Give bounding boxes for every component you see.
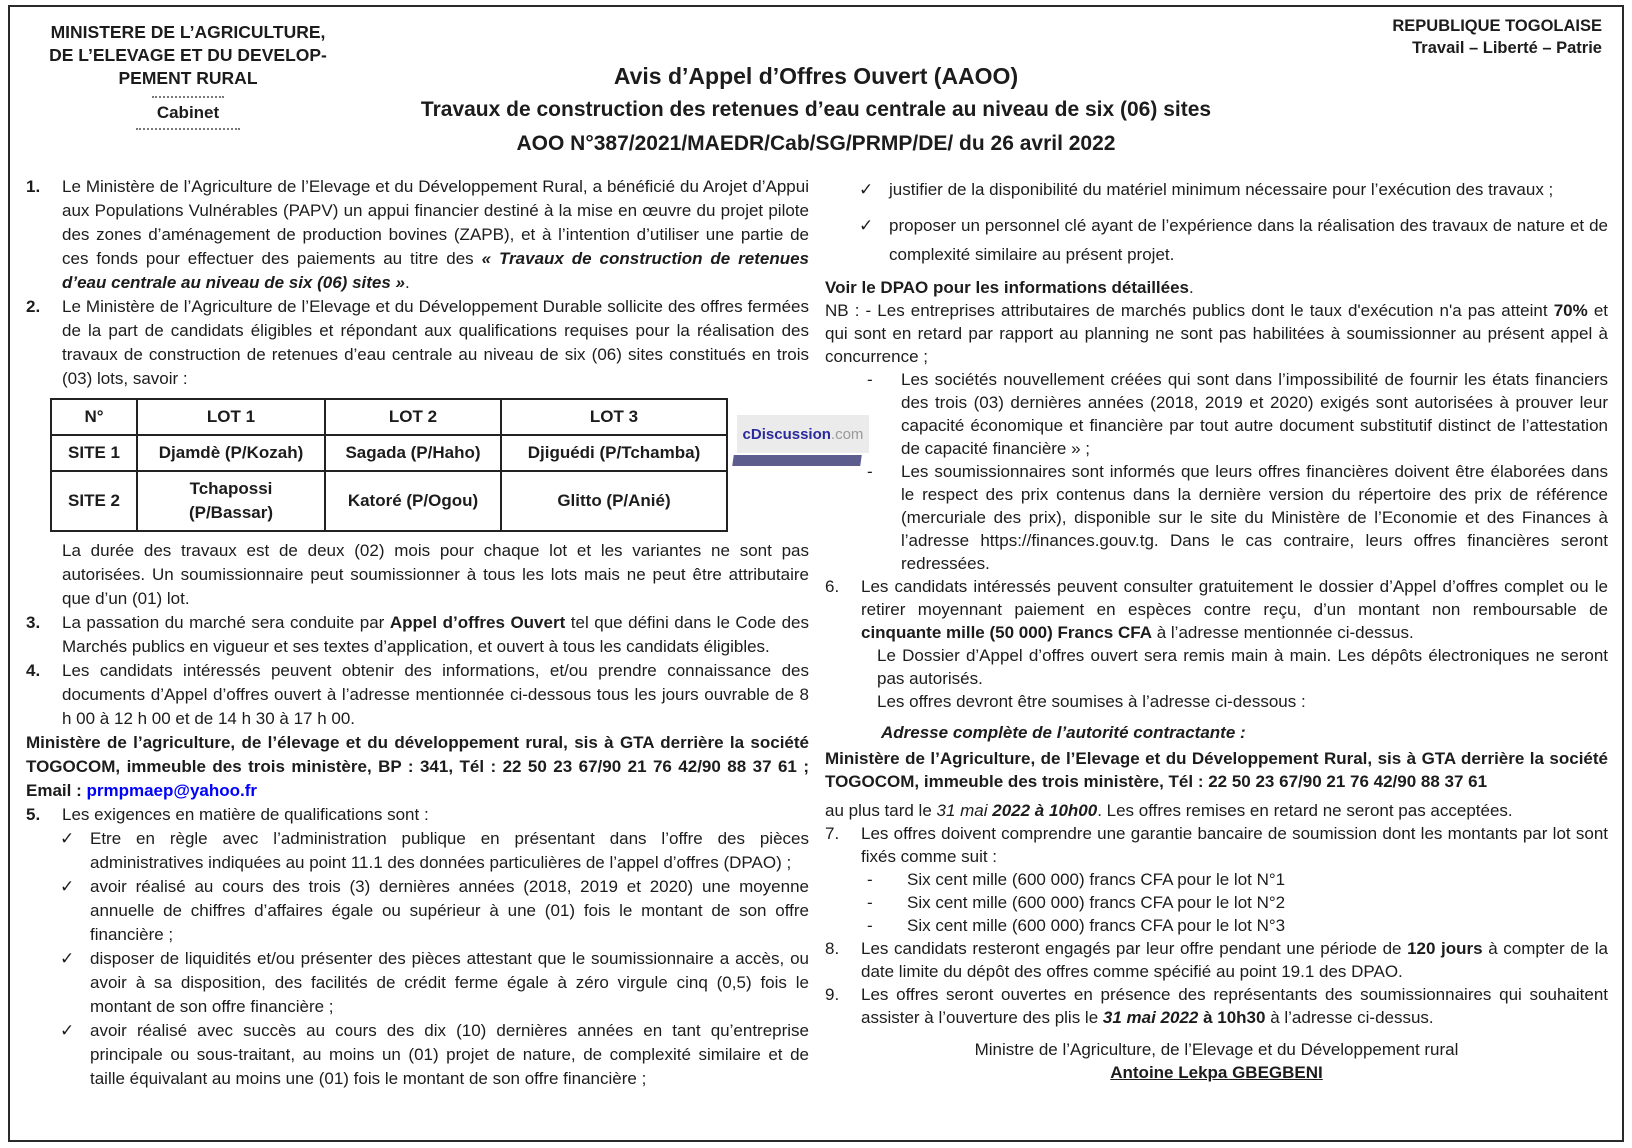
- qualification-item: [859, 175, 1608, 204]
- ministry-line: DE L’ELEVAGE ET DU DEVELOP-: [49, 45, 327, 65]
- table-row: [51, 435, 727, 471]
- item-number: 6.: [825, 577, 840, 596]
- paragraph: Les candidats resteront engagés par leur offre pendant une période de 120 jours à compter de la date limite du dépôt des offres comme spécifié au point 19.1 des DPAO.: [861, 939, 1609, 981]
- right-column: [825, 175, 1608, 1091]
- dash-icon: -: [867, 370, 873, 389]
- lots-table-cell: Djamdè (P/Kozah): [137, 435, 325, 471]
- lots-table-cell: Sagada (P/Haho): [325, 435, 501, 471]
- guarantee-item: [867, 891, 1608, 914]
- dotted-divider: [136, 128, 240, 130]
- checkmark-icon: ✓: [859, 180, 874, 199]
- numbered-item-9: [825, 983, 1608, 1029]
- nb-note: NB : - Les entreprises attributaires de marchés publics dont le taux d'exécution n'a pas atteint 70% et qui sont en retard par rapport au planning ne sont pas habilitées à soumissionner au présent appel à concurrence ;: [825, 301, 1608, 366]
- watermark-logo: [737, 415, 869, 453]
- checkmark-icon: ✓: [60, 829, 75, 848]
- nb-sub-item: [867, 460, 1608, 575]
- left-column: [26, 175, 809, 1091]
- dotted-divider: [152, 96, 224, 98]
- qualification-text: avoir réalisé avec succès au cours des dix (10) dernières années en tant qu’entreprise principale ou sous-traitant, au moins un (01) projet de nature, de complexité similaire et de taille équivalant au moins une (01) fois le montant de son offre financière ;: [90, 1021, 809, 1088]
- paragraph: Les exigences en matière de qualifications sont :: [62, 805, 429, 824]
- republic-block: [1392, 15, 1602, 59]
- checkmark-icon: ✓: [60, 949, 75, 968]
- ministry-line: MINISTERE DE L’AGRICULTURE,: [50, 22, 326, 42]
- tender-reference: AOO N°387/2021/MAEDR/Cab/SG/PRMP/DE/ du 26 avril 2022: [516, 132, 1116, 155]
- guarantee-text: Six cent mille (600 000) francs CFA pour le lot N°2: [907, 893, 1286, 912]
- qualification-item: [60, 827, 809, 875]
- nb-sub-text: Les soumissionnaires sont informés que leurs offres financières doivent être élaborées dans le respect des prix contenus dans la dernière version du répertoire des prix de référence (mercuriale des prix), disponible sur le site du Ministère de l’Economie et des Finances à l’adresse https://finances.gouv.tg. Dans le cas contraire, leurs offres financières seront redressées.: [901, 462, 1608, 573]
- paragraph: La passation du marché sera conduite par Appel d’offres Ouvert tel que défini dans le Code des Marchés publics en vigueur et ses textes d’application, et ouvert à tous les candidats éligibles.: [62, 613, 809, 656]
- qualification-item: [60, 947, 809, 1019]
- item-number: 4.: [26, 661, 41, 680]
- watermark-bar: [732, 455, 862, 466]
- dash-icon: -: [867, 893, 873, 912]
- document-header: [10, 7, 1622, 175]
- lots-table-header-cell: LOT 3: [501, 399, 727, 435]
- numbered-item-3: [26, 611, 809, 659]
- qualification-text: justifier de la disponibilité du matériel minimum nécessaire pour l’exécution des travaux ;: [889, 180, 1554, 199]
- paragraph: Les offres devront être soumises à l’adresse ci-dessous :: [877, 692, 1306, 711]
- email-link[interactable]: prmpmaep@yahoo.fr: [86, 781, 258, 800]
- paragraph: Le Ministère de l’Agriculture de l’Elevage et du Développement Rural, a bénéficié du Arojet d’Appui aux Populations Vulnérables (PAPV) un appui financier destiné à la mise en œuvre du projet pilote des zones d’aménagement de production bovines (ZAPB), et à l’intention d’utiliser une partie de ces fonds pour effectuer des paiements au titre des « Travaux de construction de retenues d’eau centrale au niveau de six (06) sites ».: [62, 177, 809, 292]
- qualification-text: avoir réalisé au cours des trois (3) dernières années (2018, 2019 et 2020) une moyenne annuelle de chiffres d’affaires égale ou supérieur à une (01) fois le montant de son offre financière ;: [90, 877, 809, 944]
- cabinet-label: Cabinet: [156, 103, 220, 122]
- nb-sub-text: Les sociétés nouvellement créées qui sont dans l’impossibilité de fournir les états financiers des trois (03) dernières années (2018, 2019 et 2020) exigés sont autorisées à prouver leur capacité économique et financière par tout autre document substitutif distinct de l’attestation de capacité financière » ;: [901, 370, 1608, 458]
- checkmark-icon: ✓: [859, 216, 874, 235]
- watermark-tld-text: .com: [830, 425, 864, 443]
- contracting-authority-address: Ministère de l’Agriculture, de l’Elevage et du Développement Rural, sis à GTA derrière la société TOGOCOM, immeuble des trois ministère, Tél : 22 50 23 67/90 21 76 42/90 88 37 61: [825, 749, 1608, 791]
- paragraph: Les candidats intéressés peuvent consulter gratuitement le dossier d’Appel d’offres complet ou le retirer moyennant paiement en espèces contre reçu, d’un montant non remboursable de cinquante mille (50 000) Francs CFA à l’adresse mentionnée ci-dessus.: [861, 577, 1608, 642]
- lots-table-cell: Glitto (P/Anié): [501, 471, 727, 531]
- item-number: 7.: [825, 824, 840, 843]
- checkmark-icon: ✓: [60, 1021, 75, 1040]
- paragraph: Le Ministère de l’Agriculture de l’Elevage et du Développement Durable sollicite des offres fermées de la part de candidats éligibles et répondant aux qualifications requises pour la réalisation des travaux de construction de retenues d’eau centrale au niveau de six (06) sites constitués en trois (03) lots, savoir :: [62, 297, 809, 388]
- contracting-authority-address: [26, 731, 809, 803]
- lots-table-header-cell: LOT 2: [325, 399, 501, 435]
- lots-table-header-cell: LOT 1: [137, 399, 325, 435]
- item-number: 3.: [26, 613, 41, 632]
- qualification-item: [60, 875, 809, 947]
- signatory-title: Ministre de l’Agriculture, de l’Elevage et du Développement rural: [974, 1040, 1459, 1059]
- qualification-text: Etre en règle avec l’administration publique en présentant dans l’offre des pièces administratives indiquées au point 11.1 des données particulières de l’appel d’offres (DPAO) ;: [90, 829, 809, 872]
- lots-table-cell: SITE 1: [51, 435, 137, 471]
- republic-title: REPUBLIQUE TOGOLAISE: [1392, 17, 1602, 35]
- lots-table-cell: Katoré (P/Ogou): [325, 471, 501, 531]
- paragraph: La durée des travaux est de deux (02) mois pour chaque lot et les variantes ne sont pas autorisées. Un soumissionnaire peut soumissionner à tous les lots mais ne peut être attributaire que d’un (01) lot.: [62, 541, 809, 608]
- numbered-item-4: [26, 659, 809, 731]
- numbered-item-7: [825, 822, 1608, 868]
- item-number: 1.: [26, 177, 41, 196]
- dash-icon: -: [867, 916, 873, 935]
- guarantee-text: Six cent mille (600 000) francs CFA pour le lot N°1: [907, 870, 1286, 889]
- paragraph: Le Dossier d’Appel d’offres ouvert sera remis main à main. Les dépôts électroniques ne seront pas autorisés.: [877, 646, 1608, 688]
- cdiscussion-watermark: [737, 415, 869, 466]
- qualification-item: [60, 1019, 809, 1091]
- paragraph: Les offres seront ouvertes en présence des représentants des soumissionnaires qui souhaitent assister à l’ouverture des plis le 31 mai 2022 à 10h30 à l’adresse ci-dessus.: [861, 985, 1608, 1027]
- document-title-block: [340, 59, 1292, 161]
- numbered-item-2: [26, 295, 809, 391]
- item-number: 8.: [825, 939, 840, 958]
- address-heading: Adresse complète de l’autorité contractante :: [881, 723, 1246, 742]
- ministry-block: [32, 21, 344, 133]
- item-number: 9.: [825, 985, 840, 1004]
- guarantee-item: [867, 914, 1608, 937]
- numbered-item-5: [26, 803, 809, 827]
- watermark-brand-text: cDiscussion: [742, 425, 831, 443]
- nb-sub-item: [867, 368, 1608, 460]
- dash-icon: -: [867, 462, 873, 481]
- item-number: 2.: [26, 297, 41, 316]
- qualification-item: [859, 211, 1608, 269]
- paragraph: Les offres doivent comprendre une garantie bancaire de soumission dont les montants par lot sont fixés comme suit :: [861, 824, 1608, 866]
- lots-table-cell: Djiguédi (P/Tchamba): [501, 435, 727, 471]
- lots-table-cell: SITE 2: [51, 471, 137, 531]
- page-subtitle: Travaux de construction des retenues d’eau centrale au niveau de six (06) sites: [420, 98, 1212, 121]
- document-body: [10, 175, 1622, 1091]
- signatory-name: Antoine Lekpa GBEGBENI: [1110, 1063, 1323, 1082]
- ministry-line: PEMENT RURAL: [118, 68, 258, 88]
- guarantee-item: [867, 868, 1608, 891]
- page-title: Avis d’Appel d’Offres Ouvert (AAOO): [613, 63, 1019, 89]
- numbered-item-1: [26, 175, 809, 295]
- guarantee-text: Six cent mille (600 000) francs CFA pour le lot N°3: [907, 916, 1286, 935]
- see-dpao-note: Voir le DPAO pour les informations détaillées.: [825, 278, 1194, 297]
- table-row: [51, 471, 727, 531]
- numbered-item-6: [825, 575, 1608, 644]
- numbered-item-8: [825, 937, 1608, 983]
- qualification-text: disposer de liquidités et/ou présenter des pièces attestant que le soumissionnaire a accès, ou avoir à sa disposition, des facilités de crédit ferme égale à zéro virgule cinq (0,5) fois le montant de son offre financière ;: [90, 949, 809, 1016]
- dash-icon: -: [867, 870, 873, 889]
- item-number: 5.: [26, 805, 41, 824]
- lots-table-header-cell: N°: [51, 399, 137, 435]
- paragraph: Les candidats intéressés peuvent obtenir des informations, et/ou prendre connaissance des documents d’Appel d’offres ouvert à l’adresse mentionnée ci-dessous tous les jours ouvrable de 8 h 00 à 12 h 00 et de 14 h 30 à 17 h 00.: [62, 661, 809, 728]
- republic-motto: Travail – Liberté – Patrie: [1412, 39, 1602, 57]
- lots-table-cell: Tchapossi (P/Bassar): [137, 471, 325, 531]
- submission-deadline: au plus tard le 31 mai 2022 à 10h00. Les offres remises en retard ne seront pas acceptées.: [825, 801, 1513, 820]
- checkmark-icon: ✓: [60, 877, 75, 896]
- address-text: Ministère de l’agriculture, de l’élevage et du développement rural, sis à GTA derrière la société TOGOCOM, immeuble des trois ministère, BP : 341, Tél : 22 50 23 67/90 21 76 42/90 88 37 61 ; Email :: [26, 733, 809, 800]
- qualification-text: proposer un personnel clé ayant de l’expérience dans la réalisation des travaux de nature et de complexité similaire au présent projet.: [889, 216, 1608, 264]
- tender-notice-document: [8, 5, 1624, 1142]
- lots-table: [50, 398, 728, 532]
